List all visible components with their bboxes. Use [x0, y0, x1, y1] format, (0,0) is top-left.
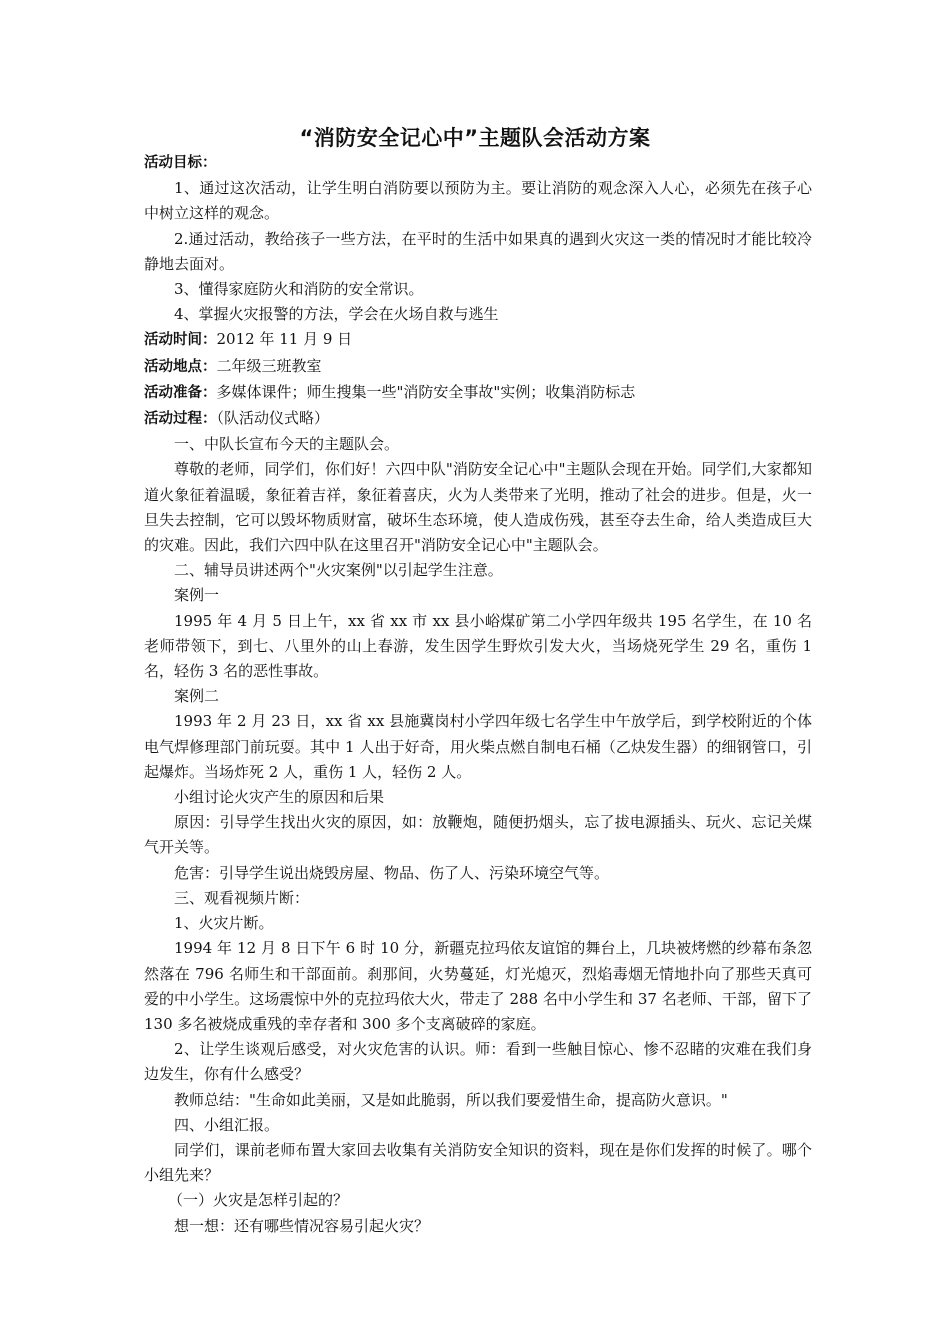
case-heading: 案例一	[174, 586, 220, 605]
document-body	[144, 150, 812, 1239]
prep-value: 多媒体课件；师生搜集一些"消防安全事故"实例；收集消防标志	[216, 382, 636, 401]
paragraph: 1、火灾片断。	[174, 914, 274, 933]
process-value: （队活动仪式略）	[216, 409, 330, 428]
sub-heading: （一）火灾是怎样引起的？	[168, 1191, 349, 1210]
paragraph: 1994 年 12 月 8 日下午 6 时 10 分，新疆克拉玛依友谊馆的舞台上，几块被烤燃的纱幕布条忽然落在 796 名师生和干部面前。刹那间，火势蔓延，灯光熄灭，烈焰毒烟无情地扑向了那些天真可爱的中小学生。这场震惊中外的克拉玛依大火，带走了 288 名中小学生和 37 名老师、干部，留下了 130 多名被烧成重残的幸存者和 300 多个支离破碎的家庭。	[144, 939, 812, 1033]
prep-label: 活动准备：	[144, 384, 217, 401]
place-label: 活动地点：	[144, 358, 217, 375]
paragraph: 尊敬的老师，同学们，你们好！六四中队"消防安全记心中"主题队会现在开始。同学们,大家都知道火象征着温暖，象征着吉祥，象征着喜庆，火为人类带来了光明，推动了社会的进步。但是，火一旦失去控制，它可以毁坏物质财富，破坏生态环境，使人造成伤残，甚至夺去生命，给人类造成巨大的灾难。因此，我们六四中队在这里召开"消防安全记心中"主题队会。	[144, 460, 812, 555]
goal-item: 3、懂得家庭防火和消防的安全常识。	[174, 280, 424, 299]
case-heading: 案例二	[174, 687, 220, 706]
paragraph: 1993 年 2 月 23 日，xx 省 xx 县施冀岗村小学四年级七名学生中午放学后，到学校附近的个体电气焊修理部门前玩耍。其中 1 人出于好奇，用火柴点燃自制电石桶（乙炔发生器）的细钢管口，引起爆炸。当场炸死 2 人，重伤 1 人，轻伤 2 人。	[144, 712, 812, 781]
paragraph: 2、让学生谈观后感受，对火灾危害的认识。师：看到一些触目惊心、惨不忍睹的灾难在我们身边发生，你有什么感受？	[144, 1040, 812, 1084]
paragraph: 原因：引导学生找出火灾的原因，如：放鞭炮，随便扔烟头，忘了拔电源插头、玩火、忘记关煤气开关等。	[144, 813, 812, 857]
activity-place	[144, 354, 812, 380]
paragraph: 1995 年 4 月 5 日上午，xx 省 xx 市 xx 县小峪煤矿第二小学四年级共 195 名学生，在 10 名老师带领下，到七、八里外的山上春游，发生因学生野炊引发大火，当场烧死学生 29 名，重伤 1 名，轻伤 3 名的恶性事故。	[144, 611, 812, 681]
place-value: 二年级三班教室	[216, 356, 322, 375]
goal-item: 4、掌握火灾报警的方法，学会在火场自救与逃生	[174, 305, 499, 324]
document-title: “消防安全记心中”主题队会活动方案	[299, 126, 651, 150]
activity-prep	[144, 380, 812, 406]
goal-item: 1、通过这次活动，让学生明白消防要以预防为主。要让消防的观念深入人心，必须先在孩子心中树立这样的观念。	[144, 179, 812, 223]
goals-label: 活动目标：	[144, 155, 217, 171]
time-value: 2012 年 11 月 9 日	[216, 330, 353, 349]
paragraph: 想一想：还有哪些情况容易引起火灾？	[174, 1216, 430, 1235]
goal-item: 2.通过活动，教给孩子一些方法，在平时的生活中如果真的遇到火灾这一类的情况时才能比较冷静地去面对。	[144, 229, 812, 273]
section-heading: 一、中队长宣布今天的主题队会。	[174, 435, 400, 454]
paragraph: 同学们，课前老师布置大家回去收集有关消防安全知识的资料，现在是你们发挥的时候了。哪个小组先来？	[144, 1140, 812, 1185]
paragraph: 小组讨论火灾产生的原因和后果	[174, 788, 385, 807]
process-label: 活动过程：	[144, 411, 217, 428]
section-heading: 二、辅导员讲述两个"火灾案例"以引起学生注意。	[174, 561, 503, 580]
section-heading: 四、小组汇报。	[174, 1115, 280, 1134]
time-label: 活动时间：	[144, 332, 217, 349]
paragraph: 教师总结："生命如此美丽，又是如此脆弱，所以我们要爱惜生命，提高防火意识。"	[174, 1090, 728, 1109]
activity-process	[144, 406, 812, 432]
goals-heading	[144, 150, 812, 176]
section-heading: 三、观看视频片断：	[174, 888, 310, 907]
paragraph: 危害：引导学生说出烧毁房屋、物品、伤了人、污染环境空气等。	[174, 863, 610, 882]
activity-time	[144, 327, 812, 353]
